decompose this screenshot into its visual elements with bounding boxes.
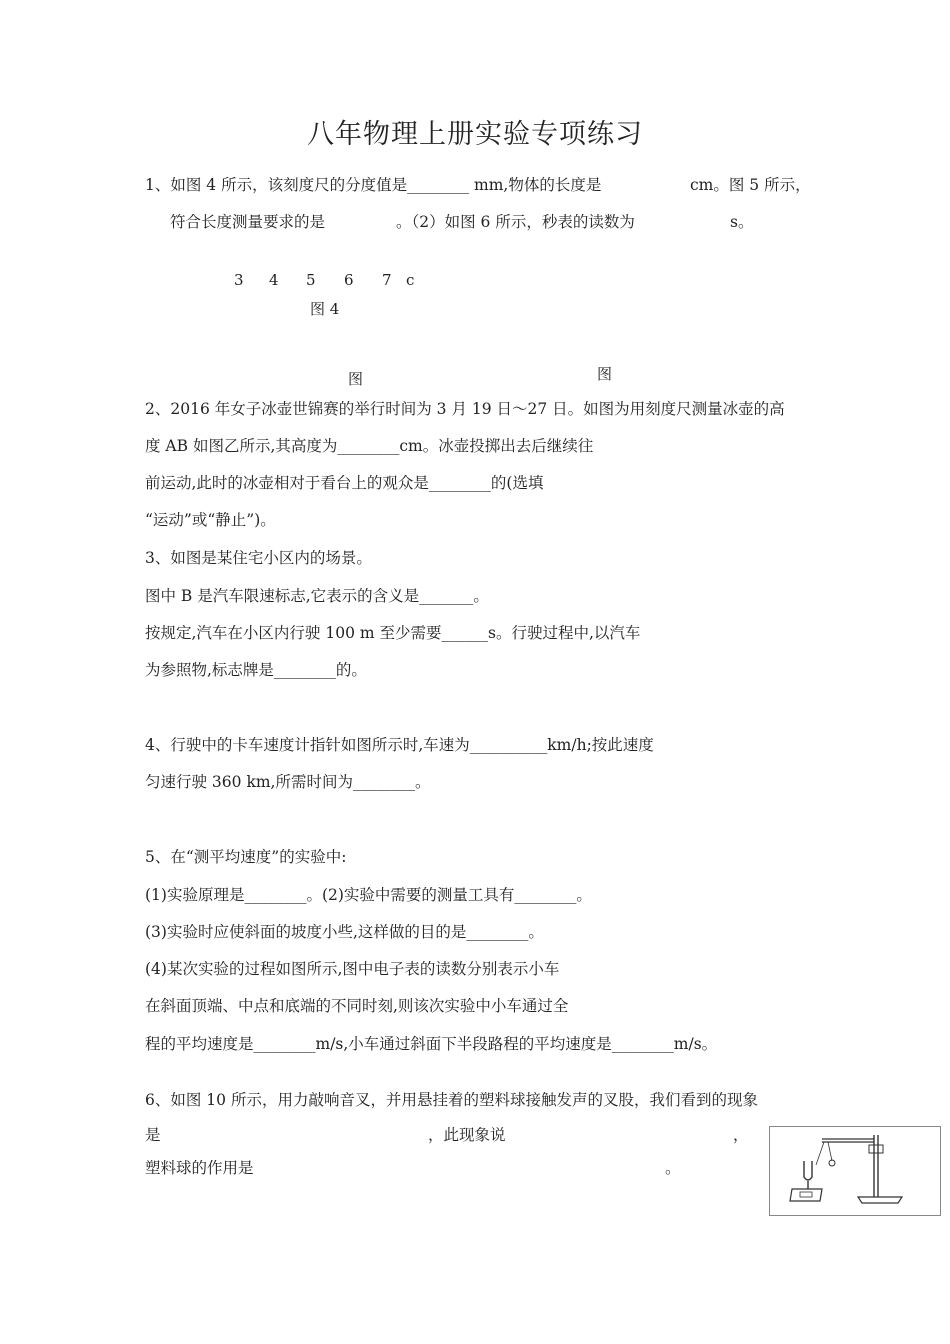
q1-line2a: 符合长度测量要求的是 <box>170 213 326 231</box>
q3-line3: 按规定,汽车在小区内行驶 100 m 至少需要______s。行驶过程中,以汽车 <box>145 624 641 642</box>
q2-line2: 度 AB 如图乙所示,其高度为________cm。冰壶投掷出去后继续往 <box>145 437 594 455</box>
q1-line1b: cm。图 5 所示， <box>690 176 811 194</box>
q5-line5: 在斜面顶端、中点和底端的不同时刻,则该次实验中小车通过全 <box>145 997 569 1015</box>
q6-line2b: ，此现象说 <box>428 1126 506 1144</box>
q3-line1: 3、如图是某住宅小区内的场景。 <box>145 549 372 567</box>
figure-caption-right: 图 <box>597 365 613 383</box>
page-title: 八年物理上册实验专项练习 <box>307 119 643 150</box>
q6-line3a: 塑料球的作用是 <box>145 1159 254 1177</box>
figure-4-caption: 图 4 <box>310 300 340 318</box>
q5-line3: (3)实验时应使斜面的坡度小些,这样做的目的是________。 <box>145 923 544 941</box>
tuning-fork-illustration <box>770 1127 940 1215</box>
q5-line1: 5、在“测平均速度”的实验中: <box>145 848 347 866</box>
q2-line4: “运动”或“静止”)。 <box>145 511 276 529</box>
ruler-tick-label: 7 <box>382 271 392 289</box>
ruler-tick-label: 3 <box>234 271 244 289</box>
q2-line1: 2、2016 年女子冰壶世锦赛的举行时间为 3 月 19 日～27 日。如图为用刻度尺测量冰壶的高 <box>145 400 785 418</box>
ruler-tick-label: 6 <box>344 271 354 289</box>
q4-line1: 4、行驶中的卡车速度计指针如图所示时,车速为__________km/h;按此速度 <box>145 736 654 754</box>
ruler-tick-label: 5 <box>306 271 316 289</box>
q5-line2: (1)实验原理是________。(2)实验中需要的测量工具有________。 <box>145 886 592 904</box>
q3-line2: 图中 B 是汽车限速标志,它表示的含义是_______。 <box>145 587 489 605</box>
q4-line2: 匀速行驶 360 km,所需时间为________。 <box>145 773 431 791</box>
q5-line4: (4)某次实验的过程如图所示,图中电子表的读数分别表示小车 <box>145 960 560 978</box>
q6-line2c: ， <box>733 1126 749 1144</box>
figure-caption-left: 图 <box>348 370 364 388</box>
q6-line1: 6、如图 10 所示，用力敲响音叉，并用悬挂着的塑料球接触发声的叉股，我们看到的现象 <box>145 1091 758 1109</box>
q3-line4: 为参照物,标志牌是________的。 <box>145 661 367 679</box>
ruler-tick-label: 4 <box>269 271 279 289</box>
q5-line6: 程的平均速度是________m/s,小车通过斜面下半段路程的平均速度是________m/s。 <box>145 1035 718 1053</box>
q1-line2c: s。 <box>730 213 754 231</box>
tuning-fork-figure <box>769 1126 941 1216</box>
q6-line2a: 是 <box>145 1126 161 1144</box>
q1-line1a: 1、如图 4 所示，该刻度尺的分度值是________ mm,物体的长度是 <box>145 176 602 194</box>
q2-line3: 前运动,此时的冰壶相对于看台上的观众是________的(选填 <box>145 474 544 492</box>
q6-line3b: 。 <box>665 1159 681 1177</box>
ruler-tick-label: c <box>406 271 415 289</box>
q1-line2b: 。（2）如图 6 所示，秒表的读数为 <box>396 213 635 231</box>
